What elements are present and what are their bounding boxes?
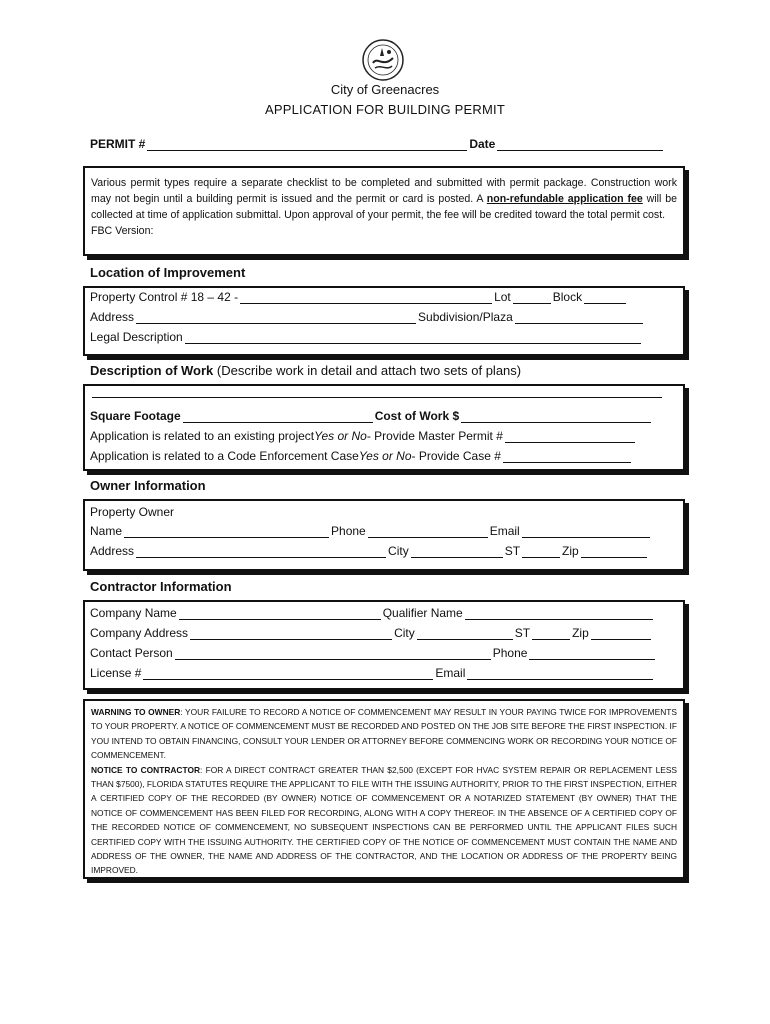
company-name-row (90, 606, 655, 620)
owner-name-row (90, 524, 652, 538)
company-zip-field[interactable] (591, 628, 651, 640)
work-description-row (90, 386, 664, 398)
date-field[interactable] (497, 138, 663, 151)
date-label: Date (469, 137, 496, 151)
lot-field[interactable] (513, 292, 551, 304)
case-number-label: - Provide Case # (411, 449, 501, 463)
contractor-email-field[interactable] (467, 668, 653, 680)
contact-person-label: Contact Person (90, 646, 173, 660)
company-state-field[interactable] (532, 628, 570, 640)
address-row (90, 310, 645, 324)
work-heading (90, 363, 521, 378)
address-field[interactable] (136, 312, 416, 324)
owner-state-field[interactable] (522, 546, 560, 558)
address-label: Address (90, 310, 135, 324)
owner-phone-label: Phone (331, 524, 366, 538)
owner-email-label: Email (489, 524, 520, 538)
company-name-field[interactable] (179, 608, 381, 620)
square-footage-label: Square Footage (90, 409, 181, 423)
legal-row (90, 330, 643, 344)
owner-city-label: City (388, 544, 409, 558)
contact-person-field[interactable] (175, 648, 491, 660)
contractor-phone-field[interactable] (529, 648, 655, 660)
property-control-field[interactable] (240, 292, 492, 304)
owner-state-label: ST (504, 544, 521, 558)
owner-zip-label: Zip (562, 544, 579, 558)
permit-number-field[interactable] (147, 138, 467, 151)
property-control-label: Property Control # 18 – 42 - (90, 290, 239, 304)
work-description-field[interactable] (92, 386, 662, 398)
notice-contractor-text: : FOR A DIRECT CONTRACT GREATER THAN $2,500 (EXCEPT FOR HVAC SYSTEM REPAIR OR REPLACEMENT LESS THAN $7500), FLORIDA STATUTES REQUIRE THE APPLICANT TO FILE WITH THE ISSUING AUTHORITY, PRIOR TO THE FIRST INSPECTION, EITHER A CERTIFIED COPY OF THE RECORDED (BY OWNER) NOTICE OF COMMENCEMENT OR A NOTARIZED STATEMENT (BY OWNER) THAT THE NOTICE OF COMMENCEMENT HAS BEEN FILED FOR RECORDING, ALONG WITH A COPY THEREOF. IN THE ABSENCE OF A CERTIFIED COPY OF THE RECORDED NOTICE OF COMMENCEMENT, NO SUBSEQUENT INSPECTIONS CAN BE PERFORMED UNTIL THE APPLICANT FILES SUCH CERTIFIED COPY WITH THE ISSUING AUTHORITY. THE CERTIFIED COPY OF THE NOTICE OF COMMENCEMENT MUST CONTAIN THE NAME AND ADDRESS OF THE OWNER, THE NAME AND ADDRESS OF THE CONTRACTOR, AND THE LOCATION OR ADDRESS OF THE PROPERTY BEING IMPROVED. (91, 764, 678, 876)
intro-fee-note: non-refundable application fee (486, 193, 643, 205)
license-label: License # (90, 666, 142, 680)
code-enforcement-label: Application is related to a Code Enforcement Case (90, 449, 359, 463)
subdivision-label: Subdivision/Plaza (418, 310, 513, 324)
code-enforcement-yes-no: Yes or No (358, 449, 412, 463)
owner-heading: Owner Information (90, 478, 206, 493)
company-address-label: Company Address (90, 626, 189, 640)
owner-phone-field[interactable] (368, 526, 488, 538)
contractor-phone-label: Phone (492, 646, 528, 660)
master-permit-field[interactable] (505, 431, 635, 443)
work-heading-text: Description of Work (90, 363, 214, 378)
code-enforcement-row (90, 449, 633, 463)
company-zip-label: Zip (572, 626, 589, 640)
city-name: City of Greenacres (330, 82, 440, 97)
intro-box (83, 166, 685, 256)
square-footage-field[interactable] (183, 411, 373, 423)
location-heading: Location of Improvement (90, 265, 246, 280)
property-owner-label: Property Owner (90, 505, 175, 519)
warning-owner-label: WARNING TO OWNER (91, 707, 181, 717)
qualifier-name-field[interactable] (465, 608, 653, 620)
work-heading-note: (Describe work in detail and attach two sets of plans) (216, 363, 522, 378)
case-number-field[interactable] (503, 451, 631, 463)
city-seal-icon (361, 38, 405, 82)
company-address-field[interactable] (190, 628, 392, 640)
owner-city-field[interactable] (411, 546, 503, 558)
owner-address-row (90, 544, 649, 558)
notice-contractor-label: NOTICE TO CONTRACTOR (91, 764, 201, 775)
contractor-heading: Contractor Information (90, 579, 232, 594)
owner-address-field[interactable] (136, 546, 386, 558)
contractor-email-label: Email (435, 666, 466, 680)
existing-project-label: Application is related to an existing project (90, 429, 315, 443)
owner-email-field[interactable] (522, 526, 650, 538)
intro-text-1: Various permit types require a separate checklist to be completed and submitted with permit package. Construction work may not begin until a building permit is issued and the permit or card is posted. A (91, 177, 677, 205)
owner-name-field[interactable] (124, 526, 329, 538)
license-row (90, 666, 655, 680)
subdivision-field[interactable] (515, 312, 643, 324)
legal-description-label: Legal Description (90, 330, 183, 344)
owner-address-label: Address (90, 544, 135, 558)
company-state-label: ST (514, 626, 531, 640)
existing-project-yes-no: Yes or No (314, 429, 367, 443)
cost-field[interactable] (461, 411, 651, 423)
company-name-label: Company Name (90, 606, 177, 620)
master-permit-label: - Provide Master Permit # (366, 429, 503, 443)
company-city-field[interactable] (417, 628, 513, 640)
permit-label: PERMIT # (90, 137, 146, 151)
warning-owner-text: : YOUR FAILURE TO RECORD A NOTICE OF COMMENCEMENT MAY RESULT IN YOUR PAYING TWICE FOR IMPROVEMENTS TO YOUR PROPERTY. A NOTICE OF COMMENCEMENT MUST BE RECORDED AND POSTED ON THE JOB SITE BEFORE THE FIRST INSPECTION. IF YOU INTEND TO OBTAIN FINANCING, CONSULT YOUR LENDER OR ATTORNEY BEFORE COMMENCING WORK OR RECORDING YOUR NOTICE OF COMMENCEMENT. (91, 707, 677, 761)
contact-person-row (90, 646, 657, 660)
permit-line (90, 137, 670, 151)
fbc-version: FBC Version: (91, 225, 154, 237)
existing-project-row (90, 429, 637, 443)
company-address-row (90, 626, 653, 640)
qualifier-name-label: Qualifier Name (382, 606, 463, 620)
intro-text-2: will be collected at time of application submittal. Upon approval of your permit, the fee will be credited toward the total permit cost. (91, 193, 677, 221)
property-control-row (90, 290, 628, 304)
square-footage-row (90, 409, 653, 423)
property-owner-row (90, 505, 174, 519)
cost-label: Cost of Work $ (374, 409, 460, 423)
block-field[interactable] (584, 292, 626, 304)
warning-box (83, 699, 685, 879)
block-label: Block (552, 290, 583, 304)
legal-description-field[interactable] (185, 332, 641, 344)
company-city-label: City (394, 626, 415, 640)
owner-name-label: Name (90, 524, 123, 538)
license-field[interactable] (143, 668, 433, 680)
lot-label: Lot (494, 290, 511, 304)
page-title: APPLICATION FOR BUILDING PERMIT (265, 102, 505, 117)
owner-zip-field[interactable] (581, 546, 647, 558)
